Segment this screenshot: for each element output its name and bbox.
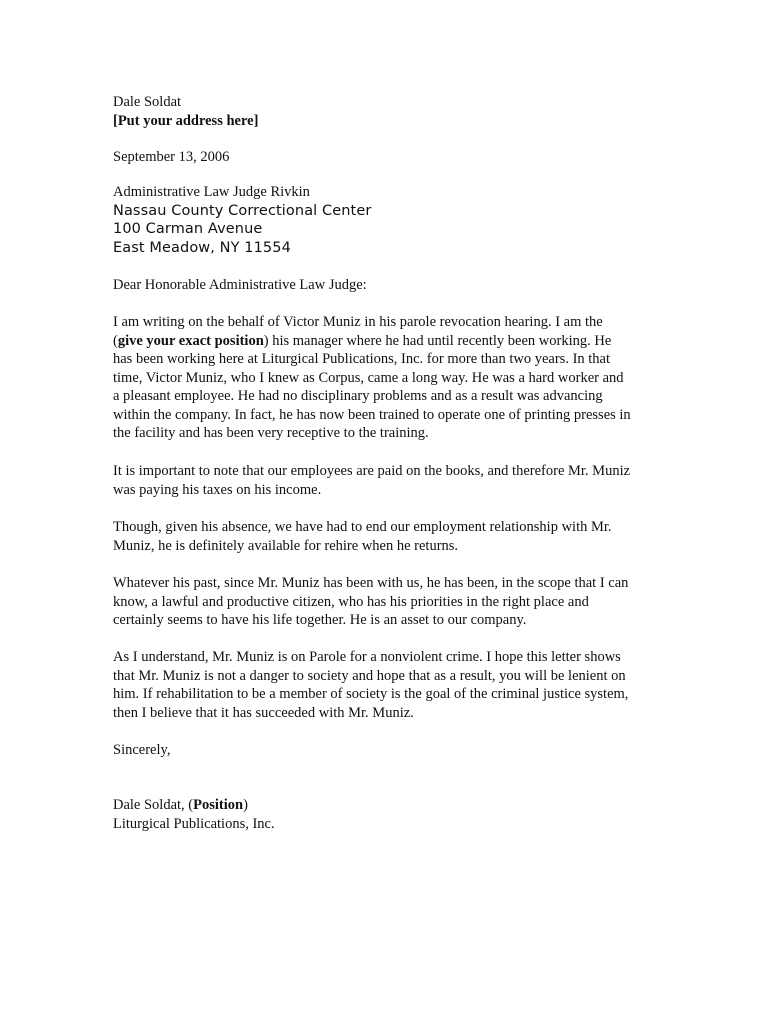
recipient-city: East Meadow, NY 11554 xyxy=(113,239,291,256)
paragraph-line: then I believe that it has succeeded with Mr. Muniz. xyxy=(113,704,414,721)
recipient-block xyxy=(113,183,673,257)
recipient-organization: Nassau County Correctional Center xyxy=(113,202,372,219)
sender-name: Dale Soldat xyxy=(113,94,182,110)
paragraph-line: him. If rehabilitation to be a member of society is the goal of the criminal justice system, xyxy=(113,686,629,702)
paragraph-line: a pleasant employee. He had no disciplinary problems and as a result was advancing xyxy=(113,388,603,404)
paragraph-text: ) his manager where he had until recently been working. He xyxy=(263,332,612,349)
paragraph-line: that Mr. Muniz is not a danger to society and hope that as a result, you will be lenient on xyxy=(113,667,626,684)
body-paragraph-4 xyxy=(113,574,673,630)
recipient-name: Administrative Law Judge Rivkin xyxy=(113,184,310,200)
paragraph-line: has been working here at Liturgical Publications, Inc. for more than two years. In that xyxy=(113,351,611,367)
paragraph-line: the facility and has been very receptive to the training. xyxy=(113,425,429,441)
paragraph-line: certainly seems to have his life together. He is an asset to our company. xyxy=(113,612,527,628)
paragraph-line: Muniz, he is definitely available for rehire when he returns. xyxy=(113,537,459,554)
letter-date-block xyxy=(113,148,673,167)
body-paragraph-3 xyxy=(113,518,673,555)
letter-date: September 13, 2006 xyxy=(113,149,230,165)
recipient-street: 100 Carman Avenue xyxy=(113,221,263,237)
paragraph-line: Though, given his absence, we have had to end our employment relationship with Mr. xyxy=(113,519,612,535)
paragraph-line: know, a lawful and productive citizen, who has his priorities in the right place and xyxy=(113,593,589,610)
signature-line xyxy=(113,796,673,815)
signature-position-placeholder: Position xyxy=(193,797,244,813)
paragraph-line: Whatever his past, since Mr. Muniz has been with us, he has been, in the scope that I can xyxy=(113,575,629,591)
closing-block xyxy=(113,741,673,760)
sender-address-placeholder: [Put your address here] xyxy=(113,112,259,129)
paragraph-line: It is important to note that our employees are paid on the books, and therefore Mr. Muniz xyxy=(113,463,631,479)
body-paragraph-5 xyxy=(113,648,673,722)
paragraph-line: I am writing on the behalf of Victor Muniz in his parole revocation hearing. I am the xyxy=(113,314,603,330)
sender-block xyxy=(113,93,673,130)
closing: Sincerely, xyxy=(113,742,171,758)
salutation-block xyxy=(113,276,673,295)
signature-paren-close: ) xyxy=(243,797,248,813)
body-paragraph-1 xyxy=(113,313,673,443)
paragraph-line: time, Victor Muniz, who I knew as Corpus, came a long way. He was a hard worker and xyxy=(113,369,624,386)
paragraph-line: was paying his taxes on his income. xyxy=(113,481,322,498)
paragraph-line xyxy=(113,332,673,351)
salutation: Dear Honorable Administrative Law Judge: xyxy=(113,277,367,293)
paren-open: ( xyxy=(113,332,118,349)
signature-company: Liturgical Publications, Inc. xyxy=(113,815,275,832)
signature-block xyxy=(113,796,673,833)
signature-name: Dale Soldat, ( xyxy=(113,797,194,813)
paragraph-line: within the company. In fact, he has now been trained to operate one of printing presses in xyxy=(113,406,631,423)
paragraph-line: As I understand, Mr. Muniz is on Parole for a nonviolent crime. I hope this letter shows xyxy=(113,649,621,665)
body-paragraph-2 xyxy=(113,462,673,499)
position-placeholder: give your exact position xyxy=(117,332,264,349)
